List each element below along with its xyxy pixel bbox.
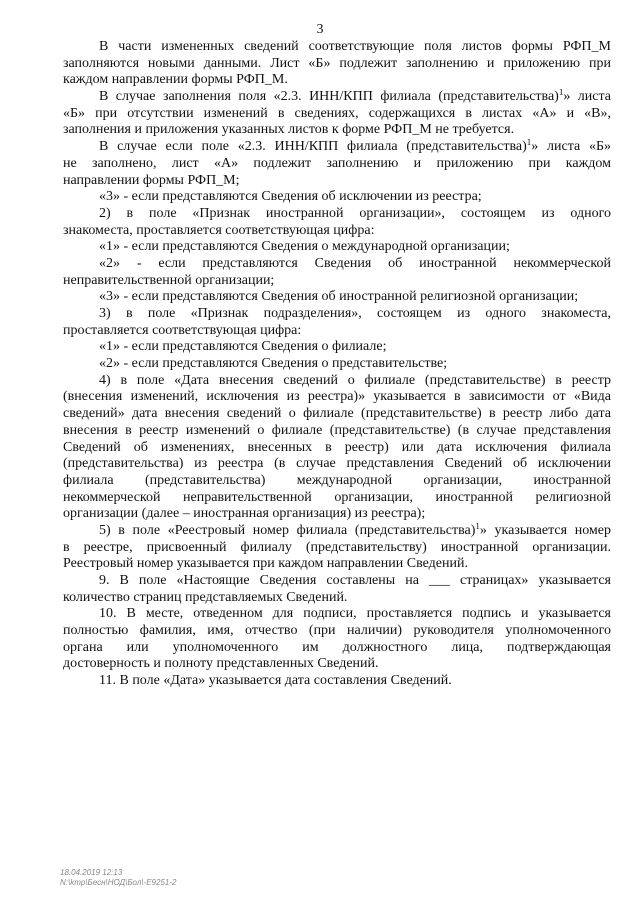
paragraph-line: достоверность и полноту представленных Сведений. [63,656,379,672]
paragraph-line: 4) в поле «Дата внесения сведений о филиале (представительстве) в реестр [99,372,611,388]
paragraph-line: «2» - если представляются Сведения об иностранной некоммерческой [99,255,611,271]
page-number: 3 [316,22,324,37]
paragraph-line: не заполнено, лист «А» подлежит заполнению и приложению при каждом [63,155,611,171]
paragraph-line: «1» - если представляются Сведения о филиале; [99,339,387,355]
paragraph-line: Реестровый номер указывается при каждом направлении Сведений. [63,556,468,572]
paragraph-line: органа или уполномоченного им должностного лица, подтверждающая [63,639,611,655]
paragraph-line: 5) в поле «Реестровый номер филиала (представительства)$^1$» указывается номер [99,522,611,538]
paragraph-line: количество страниц представляемых Сведений. [63,589,348,605]
paragraph-line: «3» - если представляются Сведения об иностранной религиозной организации; [99,289,579,305]
paragraph-line: «3» - если представляются Сведения об исключении из реестра; [99,189,482,205]
paragraph-line: организации (далее – иностранная организация) из реестра); [63,506,426,522]
footer-file-path: N:\kmp\Бесн\НОД\Бол\-Е9251-2 [60,878,177,887]
footnote-marker: 1 [558,89,564,98]
paragraph-line: «2» - если представляются Сведения о представительстве; [99,356,448,372]
paragraph-line: неправительственной организации; [63,272,275,288]
paragraph-line: некоммерческой неправительственной организации, иностранной религиозной [63,489,611,505]
paragraph-line: полностью фамилия, имя, отчество (при наличии) руководителя уполномоченного [63,623,611,639]
paragraph-line: В части измененных сведений соответствующие поля листов формы РФП_М [99,39,611,54]
paragraph-line: «1» - если представляются Сведения о международной организации; [99,239,510,255]
paragraph-line: (представительства) из реестра (в случае представления Сведений об исключении [63,456,611,472]
paragraph-line: каждом направлении формы РФП_М. [63,72,288,88]
paragraph-line: 3) в поле «Признак подразделения», состоящем из одного знакоместа, [99,306,611,321]
paragraph-line: В случае если поле «2.3. ИНН/КПП филиала (представительства)$^1$» листа «Б» [99,139,611,155]
paragraph-line: 10. В месте, отведенном для подписи, проставляется подпись и указывается [99,606,611,622]
footer-timestamp: 18.04.2019 12:13 [60,868,123,877]
paragraph-line: в реестре, присвоенный филиалу (представительству) иностранной организации. [63,539,611,555]
paragraph-line: проставляется соответствующая цифра: [63,322,302,338]
footnote-marker: 1 [526,139,532,148]
paragraph-line: знакоместа, проставляется соответствующая цифра: [63,222,375,238]
footnote-marker: 1 [475,522,480,531]
paragraph-line: направлении формы РФП_М; [63,172,240,188]
paragraph-line: 9. В поле «Настоящие Сведения составлены на ___ страницах» указывается [99,573,611,588]
paragraph-line: 11. В поле «Дата» указывается дата составления Сведений. [99,673,452,689]
document-footer [60,868,176,888]
paragraph-line: 2) в поле «Признак иностранной организации», состоящем из одного [99,205,611,221]
paragraph-line: (внесения изменений, исключения из реестра)» указывается в зависимости от «Вида [63,389,611,405]
paragraph-line: заполнения и приложения указанных листов к форме РФП_М не требуется. [63,122,515,138]
paragraph-line: В случае заполнения поля «2.3. ИНН/КПП филиала (представительства)$^1$» листа [99,89,611,105]
paragraph-line: «Б» при отсутствии изменений в сведениях, содержащихся в листах «А» и «В», [63,105,611,121]
paragraph-line: Сведений об изменениях, внесенных в реестр) или дата исключения филиала [63,439,611,455]
paragraph-line: филиала (представительства) международной организации, иностранной [63,472,611,488]
document-body [63,39,611,690]
paragraph-line: заполняются новыми данными. Лист «Б» подлежит заполнению и приложению при [63,55,611,71]
paragraph-line: внесения в реестр изменений о филиале (представительстве) (в случае представления [63,422,611,438]
paragraph-line: сведений» дата внесения сведений о филиале (представительстве) в реестр либо дата [63,406,611,422]
